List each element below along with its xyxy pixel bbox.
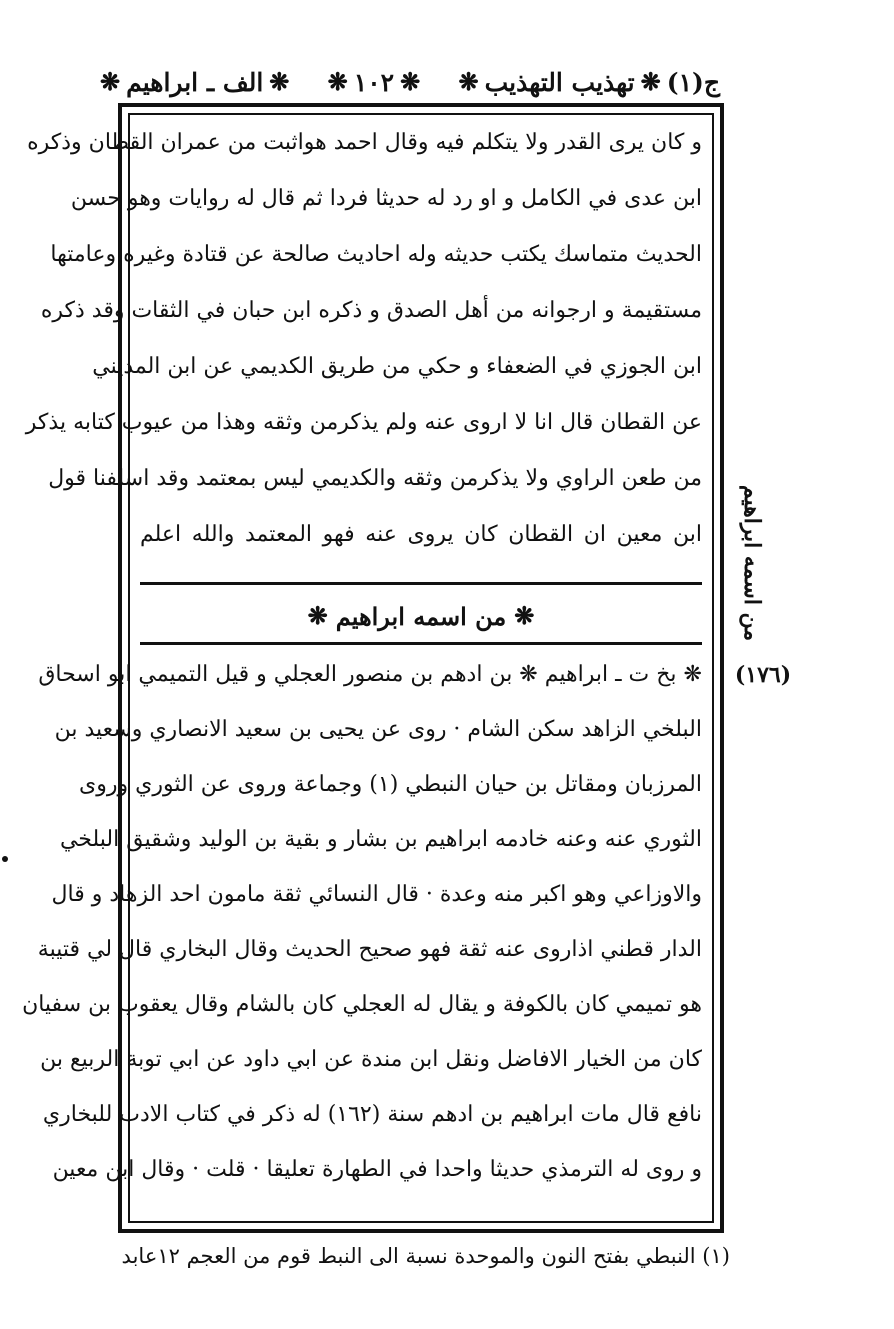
header-letter-section-group [100, 68, 289, 97]
text-line: كان من الخيار الافاضل ونقل ابن مندة عن ابي داود عن ابي توبة الربيع بن [40, 1047, 702, 1072]
text-line: مستقيمة و ارجوانه من أهل الصدق و ذكره ابن حبان في الثقات وقد ذكره [40, 298, 702, 323]
text-line: البلخي الزاهد سكن الشام · روى عن يحيى بن سعيد الانصاري وسعيد بن [54, 717, 702, 742]
ornament-icon: ❋ [269, 67, 290, 96]
ornament-icon: ❋ [458, 67, 479, 96]
margin-note [732, 478, 772, 648]
text-line: هو تميمي كان بالكوفة و يقال له العجلي كان بالشام وقال يعقوب بن سفيان [22, 992, 702, 1017]
section-heading-text: من اسمه ابراهيم [335, 601, 507, 631]
header-page-number: ١٠٢ [353, 67, 395, 97]
header-page-number-group [328, 68, 421, 97]
entry-number: (١٧٦) [734, 662, 792, 688]
section-divider-top [140, 582, 702, 585]
biography-entry [22, 660, 702, 1220]
header-book-title: تهذيب التهذيب [484, 67, 635, 97]
text-line: ❋ بخ ت ـ ابراهيم ❋ بن ادهم بن منصور العجلي و قيل التميمي ابو اسحاق [38, 662, 702, 687]
section-divider-bottom [140, 642, 702, 645]
footnote-signature: عابد [121, 1244, 158, 1268]
text-line: والاوزاعي وهو اكبر منه وعدة · قال النسائي ثقة مامون احد الزهاد و قال [51, 882, 702, 907]
section-heading [140, 596, 702, 636]
text-line: و روى له الترمذي حديثا واحدا في الطهارة تعليقا · قلت · وقال ابن معين [52, 1157, 702, 1182]
text-line: من طعن الراوي ولا يذكرمن وثقه والكديمي ليس بمعتمد وقد اسلفنا قول [48, 466, 702, 491]
text-line: الدار قطني اذاروى عنه ثقة فهو صحيح الحديث وقال البخاري قال لي قتيبة [37, 937, 702, 962]
ornament-icon: ❋ [640, 67, 661, 96]
ornament-icon: ❋ [307, 601, 328, 630]
paragraph-continuation [25, 128, 702, 578]
text-line: نافع قال مات ابراهيم بن ادهم سنة (١٦٢) له ذكر في كتاب الادب للبخاري [42, 1102, 702, 1127]
ornament-icon: ❋ [514, 601, 535, 630]
ornament-icon: ❋ [327, 67, 348, 96]
header-volume: ج(١) [666, 67, 720, 97]
header-letter-section: الف ـ ابراهيم [126, 67, 264, 97]
page-header [100, 62, 720, 102]
text-line: و كان يرى القدر ولا يتكلم فيه وقال احمد هواثبت من عمران القطان وذكره [27, 130, 702, 155]
text-line: ابن الجوزي في الضعفاء و حكي من طريق الكديمي عن ابن المديني [92, 354, 702, 379]
text-line: المرزبان ومقاتل بن حيان النبطي (١) وجماعة وروى عن الثوري وروى [79, 772, 702, 797]
footnote-text: (١) النبطي بفتح النون والموحدة نسبة الى النبط قوم من العجم ١٢ [157, 1244, 730, 1268]
scan-speck [2, 856, 8, 862]
text-line: الثوري عنه وعنه خادمه ابراهيم بن بشار و بقية بن الوليد وشقيق البلخي [59, 827, 702, 852]
text-line: عن القطان قال انا لا اروى عنه ولم يذكرمن وثقه وهذا من عيوب كتابه يذكر [25, 410, 702, 435]
ornament-icon: ❋ [100, 67, 121, 96]
margin-note-text: من اسمه ابراهيم [739, 484, 765, 642]
ornament-icon: ❋ [400, 67, 421, 96]
footnote [121, 1240, 730, 1272]
text-line: الحديث متماسك يكتب حديثه وله احاديث صالحة عن قتادة وغيره وعامتها [50, 242, 702, 267]
header-volume-title [458, 68, 720, 97]
text-line: ابن معين ان القطان كان يروى عنه فهو المعتمد والله اعلم [140, 522, 702, 547]
text-line: ابن عدى في الكامل و او رد له حديثا فردا ثم قال له روايات وهو حسن [70, 186, 702, 211]
